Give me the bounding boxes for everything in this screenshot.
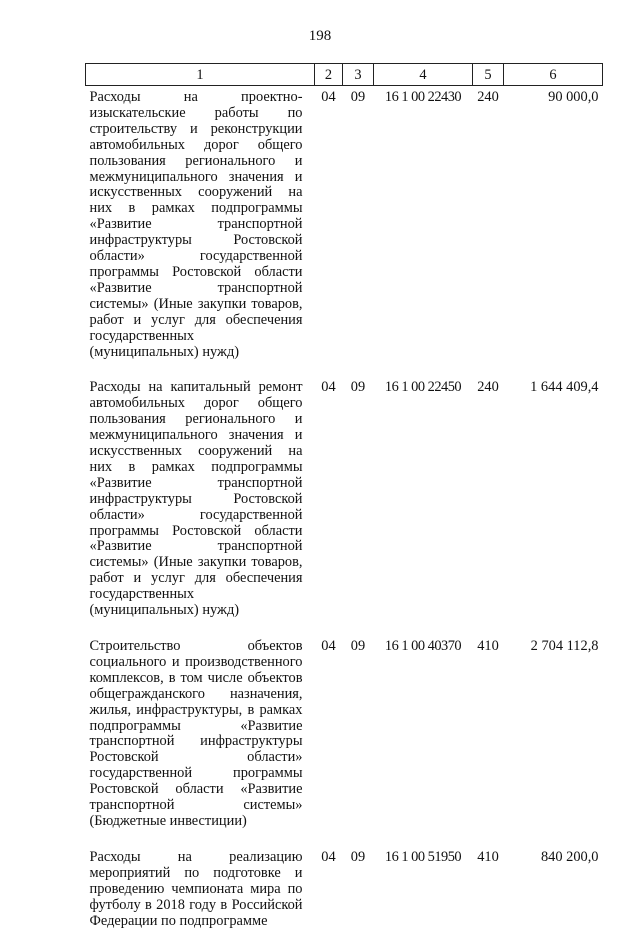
column-header-3: 3 [343,64,374,86]
budget-table [85,63,603,945]
expense-description: Расходы на проектно-изыскательские работы по строительству и реконструкции автомобильных дорог общего пользования регионального и межмуниципального значения и искусственных сооружений на них в рамках подпрограммы «Развитие транспортной инфраструктуры Ростовской области» государственной программы Ростовской области «Развитие транспортной системы» (Иные закупки товаров, работ и услуг для обеспечения государственных (муниципальных) нужд) [89,89,303,360]
section-code: 04 [321,638,336,654]
section-code: 04 [321,89,336,105]
subsection-code: 09 [350,848,366,865]
table-row [86,86,603,377]
table-header-row [86,64,603,86]
expense-type-code: 410 [477,638,499,654]
subsection-code: 09 [350,89,366,105]
table-row [86,846,603,945]
amount: 90 000,0 [548,89,599,105]
section-code: 04 [321,848,336,865]
page-number: 198 [308,28,332,44]
table-row [86,635,603,846]
subsection-code: 09 [350,638,366,654]
table-row [86,376,603,635]
target-article-code: 16 1 00 40370 [384,638,462,654]
column-header-5: 5 [473,64,504,86]
amount: 2 704 112,8 [530,638,599,654]
subsection-code: 09 [350,379,366,396]
section-code: 04 [321,379,336,396]
expense-description: Строительство объектов социального и производственного комплексов, в том числе объектов общегражданского назначения, жилья, инфраструктуры, в рамках подпрограммы «Развитие транспортной инфраструктуры Ростовской области» государственной программы Ростовской области «Развитие транспортной системы» (Бюджетные инвестиции) [89,638,303,829]
amount: 840 200,0 [540,848,599,865]
expense-description: Расходы на реализацию мероприятий по подготовке и проведению чемпионата мира по футболу в 2018 году в Российской Федерации по подпрограмме [89,848,303,929]
target-article-code: 16 1 00 22430 [384,89,462,105]
column-header-6: 6 [504,64,603,86]
expense-type-code: 240 [477,89,499,105]
target-article-code: 16 1 00 22450 [384,379,462,396]
expense-type-code: 240 [477,379,499,396]
target-article-code: 16 1 00 51950 [384,848,462,865]
column-header-2: 2 [315,64,343,86]
amount: 1 644 409,4 [530,379,599,396]
expense-type-code: 410 [477,848,499,865]
expense-description: Расходы на капитальный ремонт автомобильных дорог общего пользования регионального и межмуниципального значения и искусственных сооружений на них в рамках подпрограммы «Развитие транспортной инфраструктуры Ростовской области» государственной программы Ростовской области «Развитие транспортной системы» (Иные закупки товаров, работ и услуг для обеспечения государственных (муниципальных) нужд) [89,379,303,619]
column-header-4: 4 [374,64,473,86]
column-header-1: 1 [86,64,315,86]
